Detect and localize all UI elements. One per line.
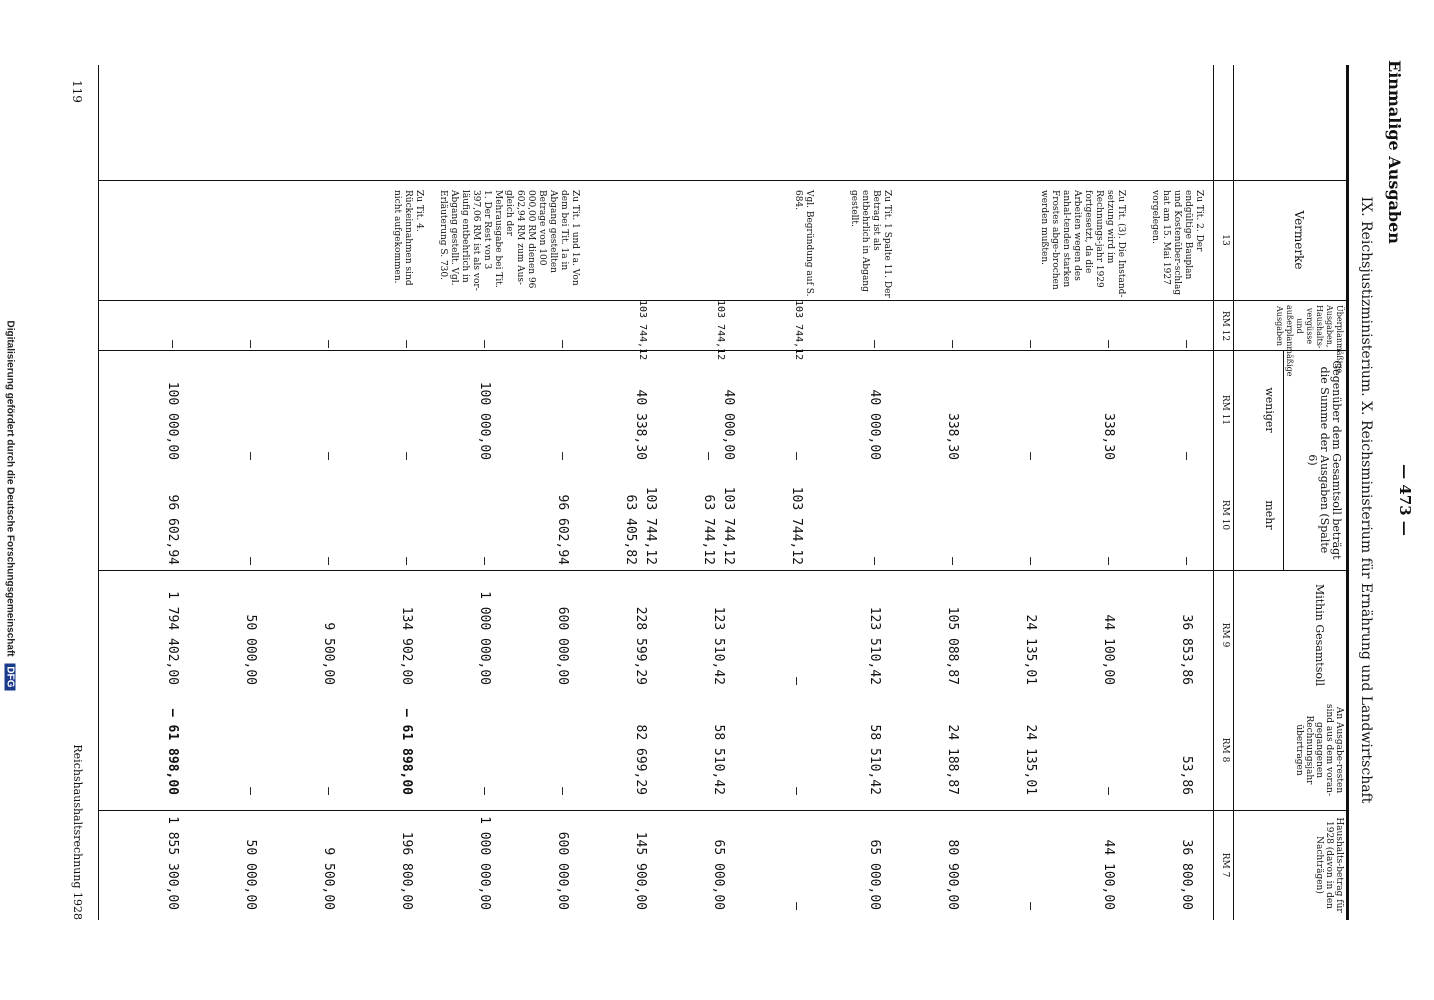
col7-unit xyxy=(1220,815,1230,915)
cell-c11: 40 000,00 xyxy=(867,389,882,460)
col13-num: 13 xyxy=(1220,234,1230,246)
cell-c12: 103 744,12 xyxy=(715,300,726,361)
col12-num: 12 xyxy=(1220,329,1230,342)
cell-c11: 338,30 xyxy=(1101,413,1116,460)
credit-text xyxy=(5,126,16,886)
col7-header xyxy=(1314,815,1344,915)
col8-header xyxy=(1294,700,1344,800)
cell-c10: 96 602,94 xyxy=(165,494,180,565)
cell-c8: — 61 898,00 xyxy=(165,708,180,795)
page-number: — 473 — xyxy=(1396,464,1414,536)
col9-header: Mithin Gesamtsoll xyxy=(1313,583,1326,687)
col12-unit xyxy=(1220,305,1230,347)
col11-unit xyxy=(1220,360,1230,460)
remark-note: Zu Tit. 4. Rückeinnahmen sind nicht aufgekommen. xyxy=(392,190,424,286)
col-rule xyxy=(99,570,1349,571)
cell-c7: — xyxy=(1023,902,1038,910)
remark-note: Zu Tit. (3). Die Instand-setzung wird im Rechnungs-jahr 1929 fortgesetzt, da die Arbeiten wegen des anhal-tenden starken Frostes abge-brochen werden mußten. xyxy=(1039,190,1126,298)
col11-header: weniger xyxy=(1263,387,1276,433)
remark-note: Zu Tit. 2. Der endgültige Bauplan und Kostenüber-schlag hat am 15. Mai 1927 vorgelegen. xyxy=(1150,190,1204,296)
cell-c11: — xyxy=(321,452,336,460)
cell-c9: 105 088,87 xyxy=(945,606,960,685)
cell-c8: — xyxy=(243,787,258,795)
cell-c7: 44 100,00 xyxy=(1101,839,1116,910)
table-bottom-rule xyxy=(98,65,99,920)
cell-c9: 228 599,29 xyxy=(633,606,648,685)
cell-c12: — xyxy=(555,340,570,348)
cell-c12: — xyxy=(477,340,492,348)
cell-c9: 600 000,00 xyxy=(555,606,570,685)
cell-c9: 123 510,42 xyxy=(867,606,882,685)
ministry-title: IX. Reichsjustizministerium. X. Reichsministerium für Ernährung und Landwirtschaft xyxy=(1358,196,1374,804)
cell-c12: — xyxy=(1179,340,1194,348)
page-folio: 119 xyxy=(70,80,84,103)
cell-c9: 9 500,00 xyxy=(321,622,336,685)
cell-c8: 58 510,42 xyxy=(711,724,726,795)
col10-unit-text: RM xyxy=(1220,499,1230,516)
unit-rule xyxy=(1213,65,1214,920)
cell-c11: — xyxy=(399,452,414,460)
col9-num: 9 xyxy=(1220,641,1230,648)
col7-unit-text: RM xyxy=(1220,852,1230,869)
cell-c10: — xyxy=(1179,557,1194,565)
col11-num: 11 xyxy=(1220,413,1230,426)
col9-unit xyxy=(1220,580,1230,690)
remark-note: Zu Tit. 1 und 1a. Von dem bei Tit. 1a in Abgang gestellten Betrage von 100 000,00 RM dienen 96 602,94 RM zum Aus-gleich der Mehrausgabe bei Tit. 1. Der Rest von 3 397,06 RM ist als vor-läufig entbehrlich in Abgang gestellt. Vgl. Erläuterung S. 730. xyxy=(438,190,580,291)
cell-c11: — xyxy=(1023,452,1038,460)
cell-c8: — 61 898,00 xyxy=(399,708,414,795)
cell-c10: 96 602,94 xyxy=(555,494,570,565)
cell-c7: 80 900,00 xyxy=(945,839,960,910)
cell-c8: 53,86 xyxy=(1179,755,1194,795)
col8-label: An Ausgabe-resten sind aus dem voran-gegangenen Rechnungsjahr übertragen xyxy=(1294,703,1344,797)
cell-c9: 123 510,42 xyxy=(711,606,726,685)
cell-c10: — xyxy=(1023,557,1038,565)
col12-header: Überplanmäßige Ausgaben, Haushalts-vergüsse und außerplanmäßige Ausgaben xyxy=(1275,305,1344,377)
col8-unit-text: RM xyxy=(1220,737,1230,754)
cell-c12: — xyxy=(165,340,180,348)
cell-c8: 82 699,29 xyxy=(633,724,648,795)
cell-c12: — xyxy=(867,340,882,348)
cell-c7: 65 000,00 xyxy=(867,839,882,910)
col10-header: mehr xyxy=(1263,500,1276,530)
cell-c7: — xyxy=(789,902,804,910)
cell-c10: — xyxy=(945,557,960,565)
cell-c9: 24 135,01 xyxy=(1023,614,1038,685)
cell-c10: — xyxy=(321,557,336,565)
cell-c11: 40 338,30 xyxy=(633,389,648,460)
cell-c7: 36 800,00 xyxy=(1179,839,1194,910)
cell-c12: — xyxy=(945,340,960,348)
col12-unit-text: RM xyxy=(1220,310,1230,327)
cell-c11: 100 000,00 xyxy=(165,381,180,460)
col7-num: 7 xyxy=(1220,871,1230,878)
cell-c8: — xyxy=(1101,787,1116,795)
subheader-rule xyxy=(1283,350,1284,570)
cell-c9: 1 000 000,00 xyxy=(477,591,492,685)
col10-num: 10 xyxy=(1220,518,1230,531)
section-title: Einmalige Ausgaben xyxy=(1385,60,1404,244)
cell-c7: 145 900,00 xyxy=(633,831,648,910)
col10-unit xyxy=(1220,470,1230,560)
cell-c8: — xyxy=(321,787,336,795)
credit-label: Digitalisierung gefördert durch die Deutsche Forschungsgemeinschaft xyxy=(4,320,16,657)
cell-c11: — xyxy=(243,452,258,460)
col8-unit xyxy=(1220,700,1230,800)
remark-note: Vgl. Begründung auf S. 684. xyxy=(793,190,814,297)
cell-c10b: 63 405,82 xyxy=(623,494,638,565)
cell-c12: — xyxy=(1101,340,1116,348)
footer-title: Reichshaushaltsrechnung 1928 xyxy=(71,744,84,920)
cell-c8: — xyxy=(789,787,804,795)
cell-c9: 134 902,00 xyxy=(399,606,414,685)
cell-c8: 58 510,42 xyxy=(867,724,882,795)
cell-c10b: 63 744,12 xyxy=(701,494,716,565)
cell-c9: — xyxy=(789,677,804,685)
cell-c12: — xyxy=(243,340,258,348)
cell-c8: 24 135,01 xyxy=(1023,724,1038,795)
cell-c10: — xyxy=(243,557,258,565)
cell-c8: 24 188,87 xyxy=(945,724,960,795)
digitization-credit xyxy=(2,0,18,1000)
col7-label: Haushalts-betrag für 1928 (davon in den Nachträgen) xyxy=(1314,817,1344,913)
cell-c9: 50 000,00 xyxy=(243,614,258,685)
cell-c12: 103 744,12 xyxy=(793,300,804,361)
cell-c12: — xyxy=(1023,340,1038,348)
cell-c8: — xyxy=(477,787,492,795)
cell-c7: 196 800,00 xyxy=(399,831,414,910)
cell-c9: 44 100,00 xyxy=(1101,614,1116,685)
cell-c7: 1 000 000,00 xyxy=(477,816,492,910)
cell-c9: 36 853,86 xyxy=(1179,614,1194,685)
cell-c11: — xyxy=(789,452,804,460)
cell-c10a: 103 744,12 xyxy=(721,486,736,565)
remark-note: Zu Tit. 1 Spalte 11. Der Betrag ist als entbehrlich in Abgang gestellt. xyxy=(849,190,892,298)
col8-num: 8 xyxy=(1220,756,1230,763)
header-top-rule xyxy=(1346,65,1349,920)
cell-c11: 338,30 xyxy=(945,413,960,460)
cell-c8: — xyxy=(555,787,570,795)
cell-c12: — xyxy=(399,340,414,348)
cell-c7: 9 500,00 xyxy=(321,847,336,910)
cell-c10: 103 744,12 xyxy=(789,486,804,565)
cell-c11b: — xyxy=(701,452,716,460)
cell-c7: 50 000,00 xyxy=(243,839,258,910)
dfg-logo: DFG xyxy=(5,663,16,690)
col10-11-header: Gegenüber dem Gesamtsoll beträgt die Summe der Ausgaben (Spalte 6) xyxy=(1306,360,1343,560)
cell-c11a: 40 000,00 xyxy=(721,389,736,460)
cell-c10: — xyxy=(399,557,414,565)
cell-c7: 65 000,00 xyxy=(711,839,726,910)
col-rule xyxy=(99,180,1349,181)
cell-c11: — xyxy=(555,452,570,460)
cell-c7: 1 855 300,00 xyxy=(165,816,180,910)
cell-c10a: 103 744,12 xyxy=(643,486,658,565)
cell-c9: 1 794 402,00 xyxy=(165,591,180,685)
cell-c12: 103 744,12 xyxy=(637,300,648,361)
cell-c11: 100 000,00 xyxy=(477,381,492,460)
cell-c12: — xyxy=(321,340,336,348)
cell-c7: 600 000,00 xyxy=(555,831,570,910)
col-rule xyxy=(99,810,1349,811)
cell-c10: — xyxy=(1101,557,1116,565)
col13-header: Vermerke xyxy=(1292,210,1306,270)
cell-c10: — xyxy=(867,557,882,565)
cell-c11: — xyxy=(1179,452,1194,460)
header-bottom-rule xyxy=(1233,65,1234,920)
cell-c10: — xyxy=(477,557,492,565)
credit-strip xyxy=(2,20,18,980)
col9-unit-text: RM xyxy=(1220,622,1230,639)
col11-unit-text: RM xyxy=(1220,394,1230,411)
